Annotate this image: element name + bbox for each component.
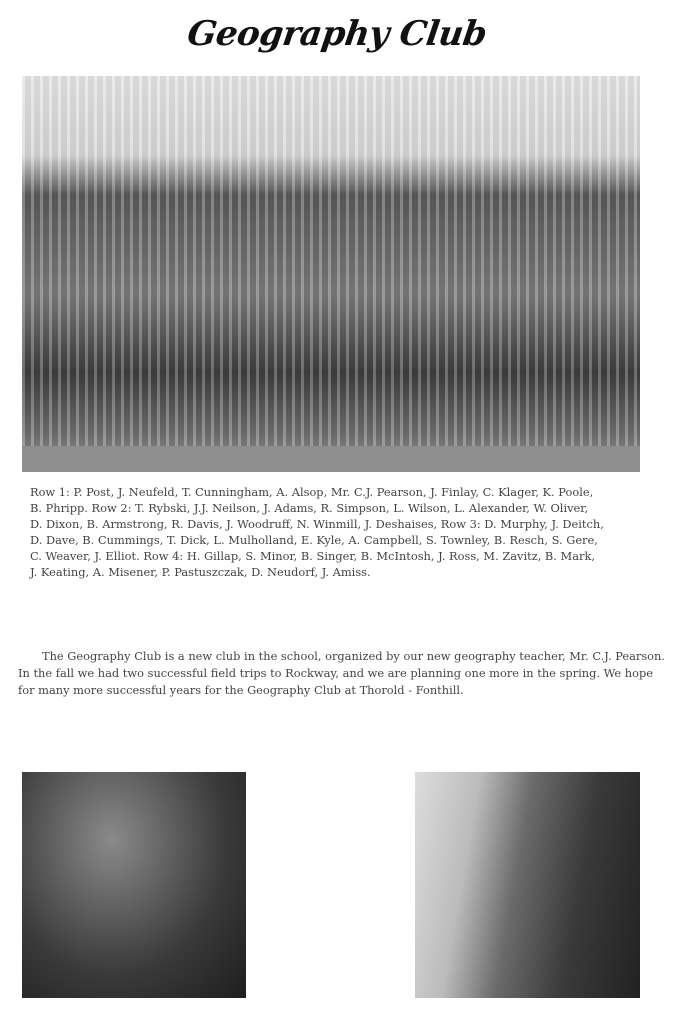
paragraph-line: The Geography Club is a new club in the school, organized by our new geography teacher, Mr. C.J. Pearson. bbox=[42, 649, 665, 663]
caption-line: B. Phripp. Row 2: T. Rybski, J.J. Neilson, J. Adams, R. Simpson, L. Wilson, L. Alexander, W. Oliver, bbox=[30, 501, 589, 515]
group-photo bbox=[22, 76, 640, 472]
field-trip-photo-right bbox=[415, 772, 640, 998]
field-trip-photo-left bbox=[22, 772, 246, 998]
paragraph-line: In the fall we had two successful field trips to Rockway, and we are planning one more in the spring. We hope bbox=[18, 666, 653, 680]
caption-line: C. Weaver, J. Elliot. Row 4: H. Gillap, S. Minor, B. Singer, B. McIntosh, J. Ross, M. Zavitz, B. Mark, bbox=[30, 549, 595, 563]
photo-caption bbox=[30, 484, 650, 580]
floor bbox=[22, 446, 640, 472]
page-title: Geography Club bbox=[184, 14, 490, 54]
caption-line: D. Dixon, B. Armstrong, R. Davis, J. Woodruff, N. Winmill, J. Deshaises, Row 3: D. Murphy, J. Deitch, bbox=[30, 517, 604, 531]
caption-line: J. Keating, A. Misener, P. Pastuszczak, D. Neudorf, J. Amiss. bbox=[30, 565, 371, 579]
caption-line: D. Dave, B. Cummings, T. Dick, L. Mulholland, E. Kyle, A. Campbell, S. Townley, B. Resch, S. Gere, bbox=[30, 533, 598, 547]
paragraph-line: for many more successful years for the Geography Club at Thorold - Fonthill. bbox=[18, 683, 464, 697]
club-description bbox=[18, 648, 668, 699]
caption-line: Row 1: P. Post, J. Neufeld, T. Cunningham, A. Alsop, Mr. C.J. Pearson, J. Finlay, C. Klager, K. Poole, bbox=[30, 485, 594, 499]
